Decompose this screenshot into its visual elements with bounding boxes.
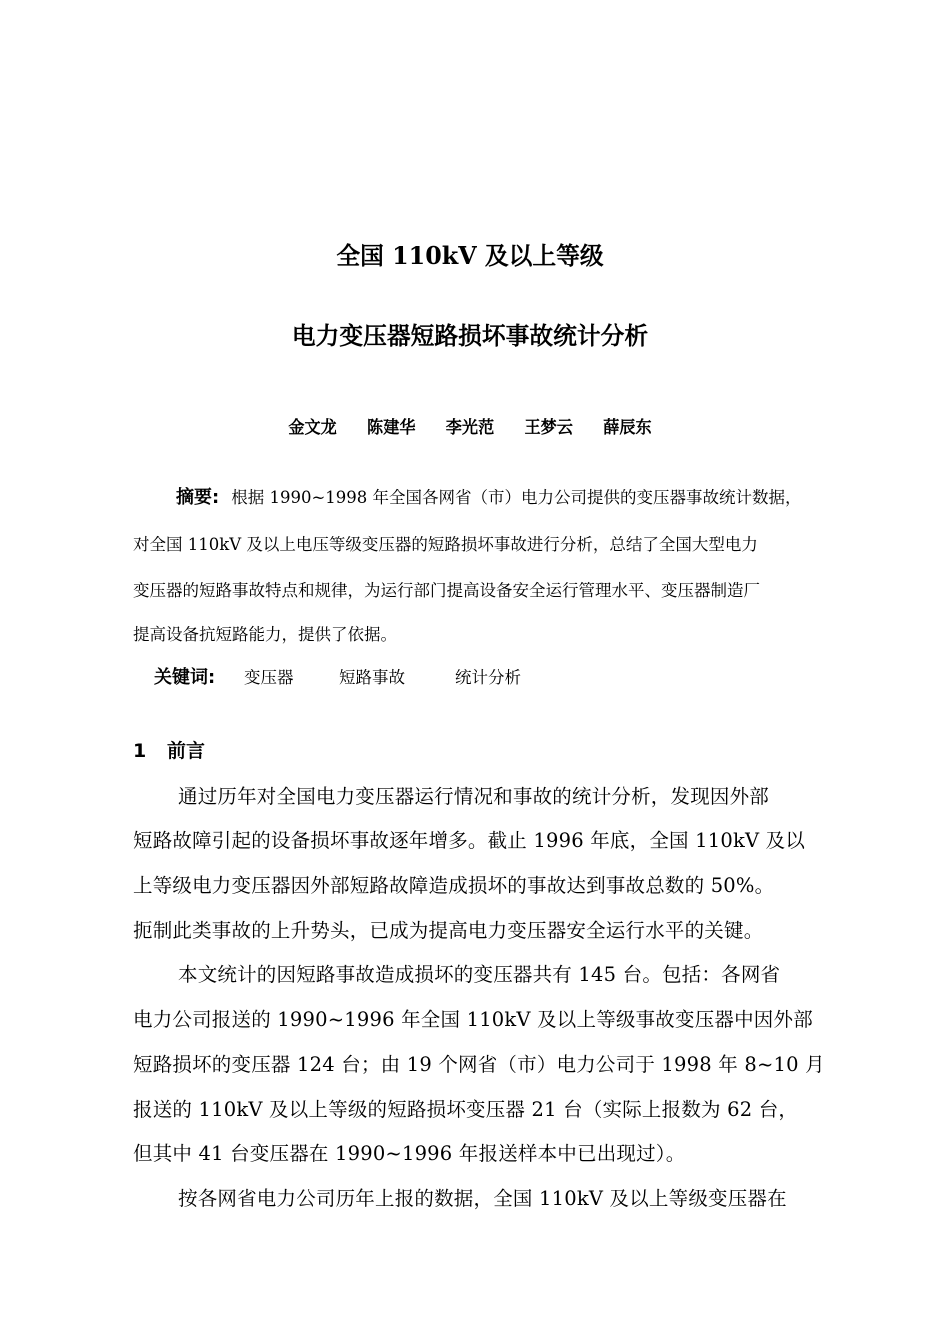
author-name: 金文龙 xyxy=(288,418,337,438)
section-heading xyxy=(133,738,205,764)
section-number: 1 xyxy=(133,740,147,762)
body-text-line: 本文统计的因短路事故造成损坏的变压器共有 145 台。包括：各网省 xyxy=(178,963,781,986)
body-text-line: 短路故障引起的设备损坏事故逐年增多。截止 1996 年底，全国 110kV 及以 xyxy=(133,829,806,852)
document-title-line2: 电力变压器短路损坏事故统计分析 xyxy=(291,321,649,350)
body-text-line: 电力公司报送的 1990~1996 年全国 110kV 及以上等级事故变压器中因外部 xyxy=(133,1008,813,1031)
keywords-label xyxy=(154,666,215,690)
author-name: 李光范 xyxy=(445,418,495,438)
abstract-line xyxy=(176,486,802,510)
abstract-label-colon: : xyxy=(212,487,220,508)
body-text-line: 通过历年对全国电力变压器运行情况和事故的统计分析，发现因外部 xyxy=(178,785,770,808)
abstract-text: 提高设备抗短路能力，提供了依据。 xyxy=(133,625,397,644)
body-text-line: 按各网省电力公司历年上报的数据，全国 110kV 及以上等级变压器在 xyxy=(178,1187,787,1210)
author-name: 陈建华 xyxy=(367,418,416,438)
author-list xyxy=(0,416,940,440)
author-name: 薛辰东 xyxy=(603,418,652,438)
abstract-text: 变压器的短路事故特点和规律，为运行部门提高设备安全运行管理水平、变压器制造厂 xyxy=(133,581,760,600)
body-text-line: 报送的 110kV 及以上等级的短路损坏变压器 21 台（实际上报数为 62 台， xyxy=(133,1098,799,1121)
keyword-item: 短路事故 xyxy=(339,668,405,687)
keyword-item: 变压器 xyxy=(244,668,294,687)
body-text-line: 上等级电力变压器因外部短路故障造成损坏的事故达到事故总数的 50%。 xyxy=(133,874,775,897)
abstract-text: 对全国 110kV 及以上电压等级变压器的短路损坏事故进行分析，总结了全国大型电力 xyxy=(133,535,758,554)
keywords-label-colon: : xyxy=(208,667,216,688)
author-name: 王梦云 xyxy=(524,418,573,438)
section-title: 前言 xyxy=(167,740,206,762)
keywords-label-text: 关键词 xyxy=(154,667,208,688)
document-title-line1: 全国 110kV 及以上等级 xyxy=(336,241,604,270)
body-text-line: 但其中 41 台变压器在 1990~1996 年报送样本中已出现过）。 xyxy=(133,1142,686,1165)
body-text-line: 短路损坏的变压器 124 台；由 19 个网省（市）电力公司于 1998 年 8~10 月 xyxy=(133,1053,825,1076)
keyword-item: 统计分析 xyxy=(455,668,521,687)
abstract-label: 摘要 xyxy=(176,487,212,508)
abstract-text: 根据 1990~1998 年全国各网省（市）电力公司提供的变压器事故统计数据， xyxy=(231,488,802,507)
body-text-line: 扼制此类事故的上升势头，已成为提高电力变压器安全运行水平的关键。 xyxy=(133,919,764,942)
